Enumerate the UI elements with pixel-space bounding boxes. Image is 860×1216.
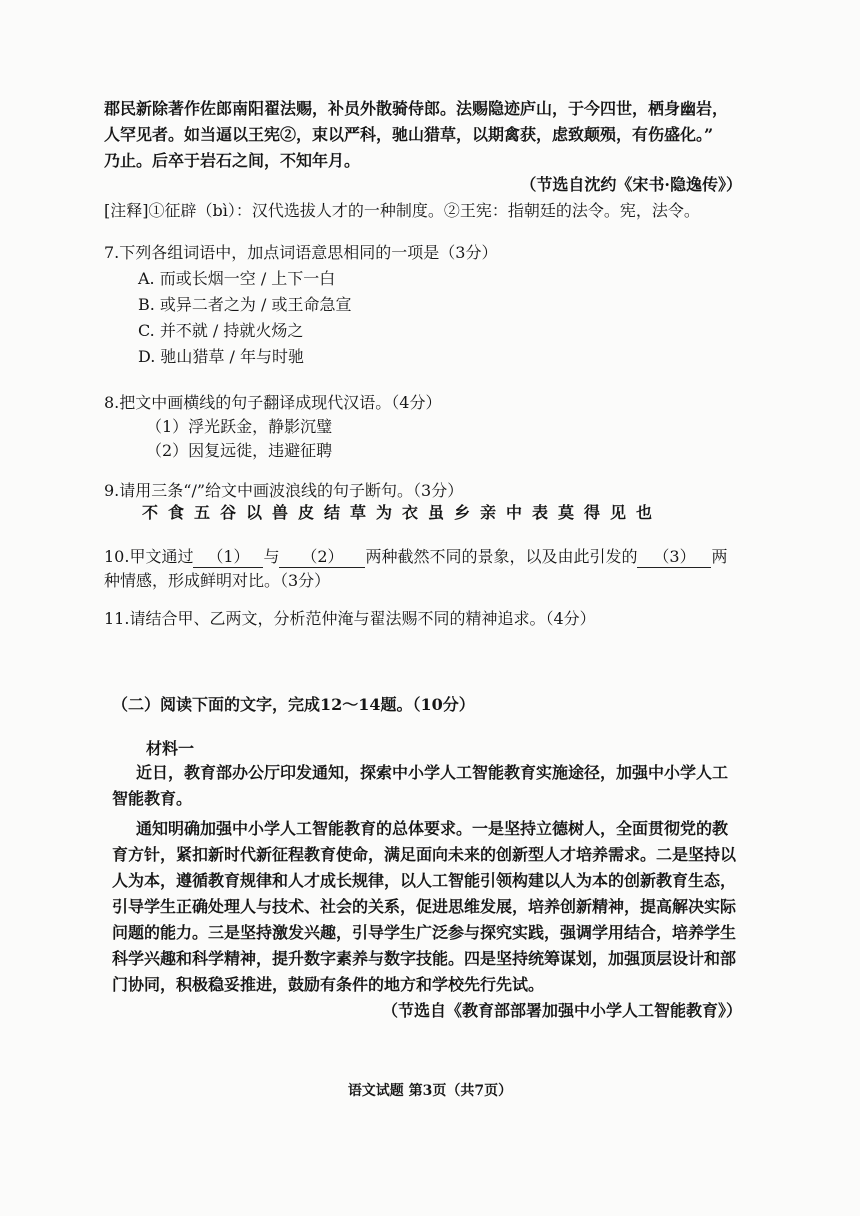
question-9-stem: 9.请用三条“/”给文中画波浪线的句子断句。（3分） <box>104 481 464 500</box>
question-10-text-c: 两种截然不同的景象，以及由此引发的 <box>365 547 638 566</box>
material-1-title: 材料一 <box>146 739 195 758</box>
answer-blank-1[interactable]: （1） <box>193 547 263 568</box>
question-10-text-b: 与 <box>263 547 280 566</box>
material-1-p2-line-3: 人为本，遵循教育规律和人才成长规律，以人工智能引领构建以人为本的创新教育生态， <box>112 871 737 890</box>
question-11-stem: 11.请结合甲、乙两文，分析范仲淹与翟法赐不同的精神追求。（4分） <box>104 609 596 628</box>
material-1-p1-line-2: 智能教育。 <box>112 789 193 808</box>
material-1-p2-line-5: 问题的能力。三是坚持激发兴趣，引导学生广泛参与探究实践，强调学用结合，培养学生 <box>112 923 737 942</box>
question-9-text: 不食五谷以兽皮结草为衣虽乡亲中表莫得见也 <box>142 503 663 522</box>
answer-blank-3[interactable]: （3） <box>637 547 711 568</box>
question-10-text-a: 10.甲文通过 <box>104 547 194 566</box>
passage-line-2: 人罕见者。如当逼以王宪②，束以严科，驰山猎草，以期禽获，虑致颠殒，有伤盛化。” <box>104 125 714 144</box>
question-7-option-c: C. 并不就 / 持就火炀之 <box>138 321 304 340</box>
question-10-text-d: 两 <box>711 547 728 566</box>
material-1-p2-line-1: 通知明确加强中小学人工智能教育的总体要求。一是坚持立德树人，全面贯彻党的教 <box>136 819 729 838</box>
question-10-line-2: 种情感，形成鲜明对比。（3分） <box>104 571 331 590</box>
passage-note: [注释]①征辟（bì）：汉代选拔人才的一种制度。②王宪：指朝廷的法令。宪，法令。 <box>104 201 700 220</box>
material-1-p2-line-2: 育方针，紧扣新时代新征程教育使命，满足面向未来的创新型人才培养需求。二是坚持以 <box>112 845 737 864</box>
question-7-option-a: A. 而或长烟一空 / 上下一白 <box>138 269 336 288</box>
question-8-item-1: （1）浮光跃金，静影沉璧 <box>146 417 333 436</box>
question-7-option-d: D. 驰山猎草 / 年与时驰 <box>138 347 304 366</box>
question-10-line-1 <box>104 546 728 568</box>
section-2-heading: （二）阅读下面的文字，完成12～14题。（10分） <box>112 695 475 714</box>
question-8-stem: 8.把文中画横线的句子翻译成现代汉语。（4分） <box>104 393 442 412</box>
passage-source: （节选自沈约《宋书·隐逸传》） <box>520 175 742 194</box>
question-8-item-2: （2）因复远徙，违避征聘 <box>146 441 333 460</box>
page-footer: 语文试题 第3页（共7页） <box>347 1083 513 1099</box>
material-1-source: （节选自《教育部部署加强中小学人工智能教育》） <box>381 1001 742 1020</box>
question-7-option-b: B. 或异二者之为 / 或王命急宣 <box>138 295 352 314</box>
question-7-stem: 7.下列各组词语中，加点词语意思相同的一项是（3分） <box>104 243 498 262</box>
material-1-p1-line-1: 近日，教育部办公厅印发通知，探索中小学人工智能教育实施途径，加强中小学人工 <box>136 763 729 782</box>
answer-blank-2[interactable]: （2） <box>279 547 365 568</box>
passage-line-1: 郡民新除著作佐郎南阳翟法赐，补员外散骑侍郎。法赐隐迹庐山，于今四世，栖身幽岩， <box>104 99 729 118</box>
material-1-p2-line-7: 门协同，积极稳妥推进，鼓励有条件的地方和学校先行先试。 <box>112 975 545 994</box>
passage-line-3: 乃止。后卒于岩石之间，不知年月。 <box>104 151 361 170</box>
material-1-p2-line-6: 科学兴趣和科学精神，提升数字素养与数字技能。四是坚持统筹谋划，加强顶层设计和部 <box>112 949 737 968</box>
material-1-p2-line-4: 引导学生正确处理人与技术、社会的关系，促进思维发展，培养创新精神，提高解决实际 <box>112 897 737 916</box>
